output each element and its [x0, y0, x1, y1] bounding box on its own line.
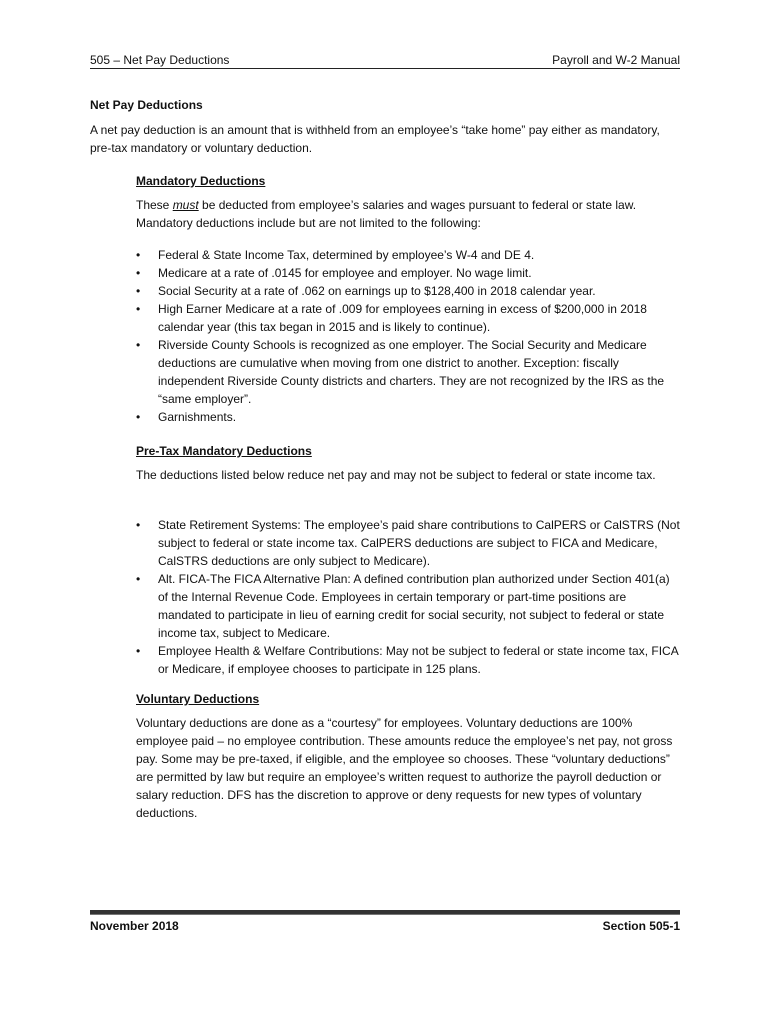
mandatory-list: [136, 246, 681, 426]
list-item-text: Federal & State Income Tax, determined by employee’s W-4 and DE 4.: [158, 248, 535, 262]
list-item-text: Social Security at a rate of .062 on earnings up to $128,400 in 2018 calendar year.: [158, 284, 596, 298]
list-item-text: Employee Health & Welfare Contributions: May not be subject to federal or state income tax, FICA or Medicare, if employee chooses to participate in 125 plans.: [158, 644, 679, 676]
footer-date: November 2018: [90, 919, 179, 933]
voluntary-paragraph: Voluntary deductions are done as a “courtesy” for employees. Voluntary deductions are 100% employee paid – no employee contribution. These amounts reduce the employee’s net pay, not gross pay. Some may be pre-taxed, if eligible, and the employee so chooses. These “voluntary deductions” are permitted by law but require an employee’s written request to authorize the payroll deduction or salary reduction. DFS has the discretion to approve or deny requests for new types of voluntary deductions.: [136, 716, 673, 820]
bullet-icon: •: [136, 572, 141, 586]
list-item-text: Garnishments.: [158, 410, 237, 424]
bullet-icon: •: [136, 644, 141, 658]
list-item: [136, 336, 681, 408]
header-manual-title: Payroll and W-2 Manual: [552, 53, 680, 67]
mandatory-heading: Mandatory Deductions: [136, 174, 266, 188]
pretax-section: [136, 442, 681, 484]
list-item: [136, 516, 681, 570]
mandatory-section: [136, 172, 681, 232]
mandatory-emphasis: must: [172, 198, 199, 212]
mandatory-paragraph: [136, 196, 681, 232]
pretax-list: [136, 516, 681, 678]
list-item: [136, 300, 681, 336]
footer-section-number: Section 505-1: [602, 919, 680, 933]
pretax-heading: Pre-Tax Mandatory Deductions: [136, 444, 312, 458]
bullet-icon: •: [136, 410, 141, 424]
list-item: [136, 570, 681, 642]
page-header: [90, 52, 680, 69]
bullet-icon: •: [136, 266, 141, 280]
list-item-text: Alt. FICA-The FICA Alternative Plan: A defined contribution plan authorized under Section 401(a) of the Internal Revenue Code. Employees in certain temporary or part-time positions are mandated to participate in lieu of earning credit for social security, not subject to federal or state income tax, subject to Medicare.: [158, 572, 670, 640]
footer-divider: [90, 910, 680, 915]
list-item-text: High Earner Medicare at a rate of .009 for employees earning in excess of $200,000 in 2018 calendar year (this tax began in 2015 and is likely to continue).: [158, 302, 647, 334]
list-item-text: State Retirement Systems: The employee’s paid share contributions to CalPERS or CalSTRS (Not subject to federal or state income tax. CalPERS deductions are subject to FICA and Medicare, CalSTRS deductions are only subject to Medicare).: [158, 518, 680, 568]
bullet-icon: •: [136, 302, 141, 316]
mandatory-paragraph-end: be deducted from employee’s salaries and wages pursuant to federal or state law. Mandatory deductions include but are not limited to the following:: [136, 198, 637, 230]
intro-paragraph: A net pay deduction is an amount that is withheld from an employee’s “take home” pay either as mandatory, pre-tax mandatory or voluntary deduction.: [90, 123, 660, 155]
bullet-icon: •: [136, 248, 141, 262]
list-item: [136, 408, 681, 426]
list-item-text: Riverside County Schools is recognized as one employer. The Social Security and Medicare deductions are cumulative when moving from one district to another. Exception: fiscally independent Riverside County districts and charters. They are not recognized by the IRS as the “same employer”.: [158, 338, 665, 406]
bullet-icon: •: [136, 284, 141, 298]
bullet-icon: •: [136, 338, 141, 352]
voluntary-heading: Voluntary Deductions: [136, 692, 260, 706]
bullet-icon: •: [136, 518, 141, 532]
voluntary-section: [136, 690, 681, 822]
list-item: [136, 642, 681, 678]
page-title: Net Pay Deductions: [90, 98, 203, 112]
list-item: [136, 282, 681, 300]
pretax-paragraph: The deductions listed below reduce net pay and may not be subject to federal or state income tax.: [136, 468, 656, 482]
list-item: [136, 264, 681, 282]
list-item: [136, 246, 681, 264]
mandatory-paragraph-start: These: [136, 198, 173, 212]
header-section-title: 505 – Net Pay Deductions: [90, 53, 230, 67]
list-item-text: Medicare at a rate of .0145 for employee and employer. No wage limit.: [158, 266, 532, 280]
